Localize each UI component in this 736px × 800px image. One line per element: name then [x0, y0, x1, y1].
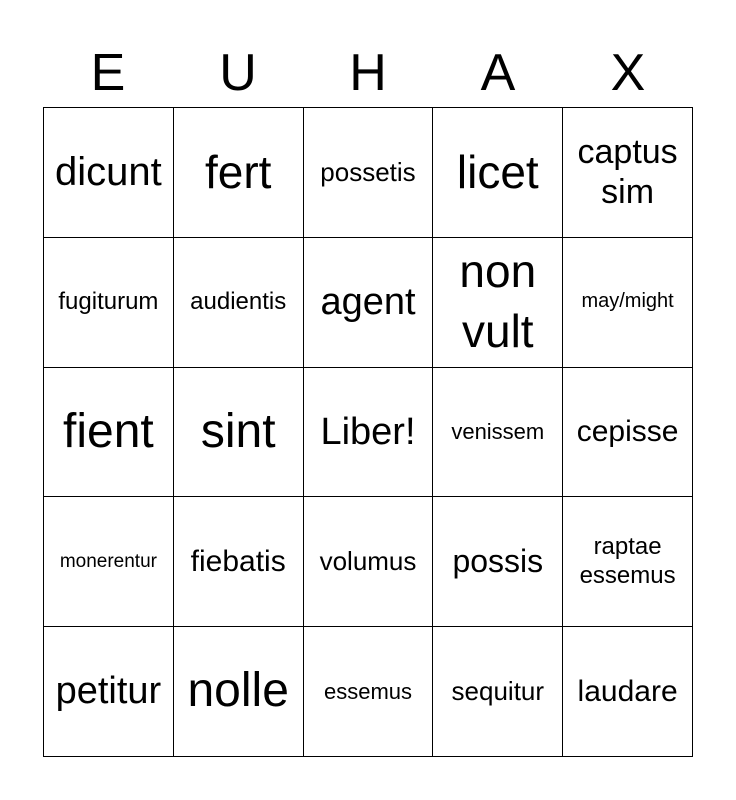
- cell-label: fugiturum: [58, 288, 159, 316]
- cell-label: Liber!: [320, 410, 416, 453]
- cell-label: essemus: [323, 678, 413, 704]
- cell-label: possetis: [320, 157, 416, 188]
- bingo-cell[interactable]: [433, 497, 563, 627]
- cell-label: nolle: [187, 664, 289, 718]
- bingo-cell[interactable]: [563, 238, 693, 368]
- cell-label: raptae essemus: [579, 533, 676, 589]
- cell-label: volumus: [319, 546, 417, 577]
- header-letter: E: [90, 44, 126, 102]
- bingo-cell[interactable]: [174, 108, 304, 238]
- bingo-cell[interactable]: [433, 368, 563, 498]
- cell-label: licet: [456, 146, 539, 199]
- bingo-cell[interactable]: [174, 368, 304, 498]
- bingo-cell[interactable]: [174, 627, 304, 757]
- cell-label: sint: [200, 404, 276, 458]
- bingo-cell[interactable]: [174, 238, 304, 368]
- cell-label: petitur: [55, 670, 162, 713]
- cell-label: fert: [204, 146, 272, 199]
- bingo-board: [43, 107, 693, 757]
- cell-label: captus sim: [577, 133, 678, 212]
- bingo-cell[interactable]: [433, 108, 563, 238]
- bingo-cell[interactable]: [174, 497, 304, 627]
- cell-label: venissem: [451, 419, 545, 445]
- bingo-cell[interactable]: [563, 497, 693, 627]
- cell-label: cepisse: [576, 415, 679, 449]
- cell-label: fiebatis: [190, 545, 286, 579]
- bingo-cell[interactable]: [563, 368, 693, 498]
- bingo-cell[interactable]: [563, 627, 693, 757]
- header-letter: A: [480, 44, 516, 102]
- cell-label: possis: [452, 542, 544, 579]
- cell-label: may/might: [581, 290, 674, 313]
- header-letter: X: [610, 44, 646, 102]
- bingo-cell[interactable]: [44, 238, 174, 368]
- bingo-cell[interactable]: [433, 627, 563, 757]
- bingo-header: [43, 40, 693, 106]
- cell-label: dicunt: [55, 149, 162, 194]
- cell-label: sequitur: [451, 676, 545, 707]
- bingo-cell[interactable]: [44, 627, 174, 757]
- bingo-cell[interactable]: [44, 497, 174, 627]
- header-letter: H: [349, 44, 387, 102]
- bingo-cell[interactable]: [304, 368, 434, 498]
- cell-label: non vult: [459, 245, 537, 358]
- bingo-cell[interactable]: [44, 108, 174, 238]
- bingo-cell[interactable]: [304, 108, 434, 238]
- header-letter: U: [219, 44, 257, 102]
- bingo-cell[interactable]: [304, 238, 434, 368]
- cell-label: audientis: [190, 288, 287, 316]
- cell-label: agent: [320, 280, 416, 323]
- cell-label: fient: [63, 404, 154, 458]
- bingo-cell[interactable]: [304, 627, 434, 757]
- cell-label: laudare: [577, 674, 678, 708]
- bingo-cell[interactable]: [304, 497, 434, 627]
- bingo-cell[interactable]: [44, 368, 174, 498]
- bingo-cell[interactable]: [433, 238, 563, 368]
- cell-label: monerentur: [59, 550, 157, 572]
- bingo-cell[interactable]: [563, 108, 693, 238]
